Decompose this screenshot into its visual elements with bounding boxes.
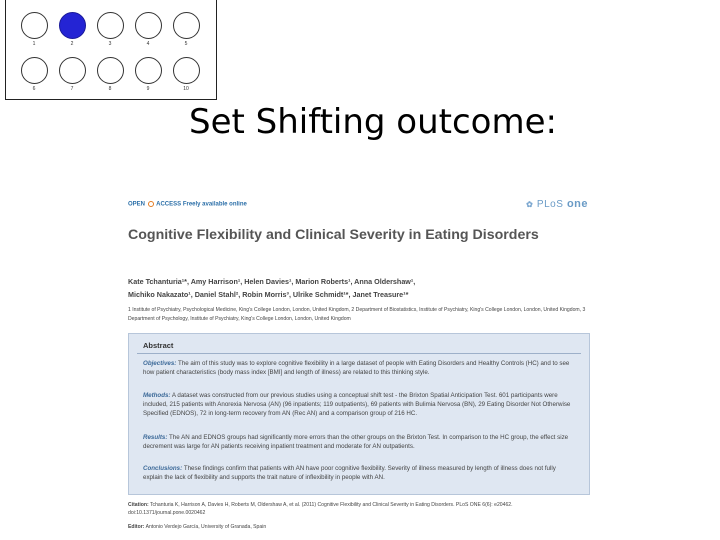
grid-circle-number: 8	[108, 86, 112, 92]
results-label: Results:	[143, 434, 168, 441]
grid-circle-number: 7	[70, 86, 74, 92]
abstract-divider	[137, 353, 581, 354]
grid-circle-number: 5	[184, 41, 188, 47]
citation-label: Citation:	[128, 502, 149, 508]
results-text: The AN and EDNOS groups had significantly more errors than the other groups on the Brixton Test. In comparison to the HC group, the effect size decrement was large for AN patients receiving inpatient treatment and moderate for AN outpatients.	[143, 434, 569, 450]
conclusions-label: Conclusions:	[143, 465, 183, 472]
grid-circle-number: 3	[108, 41, 112, 47]
objectives-text: The aim of this study was to explore cognitive flexibility in a large dataset of people with Eating Disorders and Healthy Controls (HC) and to see how patient characteristics (body mass index [BMI] and length of illness) are related to this thinking style.	[143, 360, 570, 376]
abstract-box	[128, 333, 590, 495]
journal-plos: PLoS	[536, 199, 564, 210]
journal-one: one	[566, 198, 588, 210]
abstract-heading: Abstract	[143, 341, 174, 350]
conclusions-text: These findings confirm that patients with AN have poor cognitive flexibility. Severity of illness measured by length of illness does not fully explain the lack of flexibility and supports the trait nature of inflexibility in people with AN.	[143, 465, 556, 481]
editor-text: Antonio Verdejo García, University of Granada, Spain	[145, 524, 267, 530]
access-label: ACCESS Freely available online	[156, 201, 247, 208]
grid-circle	[135, 57, 162, 84]
affiliations: 1 Institute of Psychiatry, Psychological Medicine, King's College London, London, United Kingdom, 2 Department of Biostatistics, Institute of Psychiatry, King's College London, London, United Kingdom, 3 Department of Psychology, Institute of Psychiatry, King's College London, London, United Kingdom	[128, 307, 586, 322]
grid-circle	[21, 57, 48, 84]
abstract-results	[143, 433, 573, 451]
grid-circle-number: 9	[146, 86, 150, 92]
grid-circle-number: 1	[32, 41, 36, 47]
citation	[128, 501, 590, 517]
grid-circle-number: 6	[32, 86, 36, 92]
methods-text: A dataset was constructed from our previous studies using a conceptual shift test - the Brixton Spatial Anticipation Test. 601 participants were included, 215 patients with Anorexia Nervosa (AN) (96 inpatients; 119 outpatients), 69 patients with Bulimia Nervosa (BN), 29 Eating Disorder Not Otherwise Specified (EDNOS), 72 in long-term recovery from AN (Rec AN) and a comparison group of 216 HC.	[143, 392, 571, 417]
grid-circle-number: 2	[70, 41, 74, 47]
slide-title: Set Shifting outcome:	[189, 102, 557, 142]
editor	[128, 523, 590, 531]
grid-circle-filled	[59, 12, 86, 39]
grid-circle	[173, 12, 200, 39]
paper-screenshot	[128, 195, 590, 538]
authors-line-1: Kate Tchanturia¹*, Amy Harrison¹, Helen Davies¹, Marion Roberts¹, Anna Oldershaw¹,	[128, 277, 416, 286]
grid-circle	[97, 12, 124, 39]
abstract-conclusions	[143, 464, 573, 482]
author-list	[128, 275, 588, 301]
grid-circle	[135, 12, 162, 39]
objectives-label: Objectives:	[143, 360, 177, 367]
open-access-lock-icon	[148, 201, 154, 207]
editor-label: Editor:	[128, 524, 145, 530]
abstract-methods	[143, 391, 573, 418]
abstract-objectives	[143, 359, 573, 377]
methods-label: Methods:	[143, 392, 171, 399]
authors-line-2: Michiko Nakazato¹, Daniel Stahl², Robin Morris³, Ulrike Schmidt¹*, Janet Treasure¹*	[128, 290, 409, 299]
grid-circle	[97, 57, 124, 84]
grid-circle	[173, 57, 200, 84]
plos-bird-icon: ✿	[526, 200, 534, 209]
brixton-grid-image	[5, 0, 217, 100]
grid-circle	[59, 57, 86, 84]
open-access-banner	[128, 201, 247, 208]
citation-text: Tchanturia K, Harrison A, Davies H, Roberts M, Oldershaw A, et al. (2011) Cognitive Flexibility and Clinical Severity in Eating Disorders. PLoS ONE 6(6): e20462. doi:10.1371/journal.pone.0020462	[128, 502, 513, 516]
grid-circle	[21, 12, 48, 39]
paper-title: Cognitive Flexibility and Clinical Severity in Eating Disorders	[128, 227, 539, 243]
grid-circle-number: 4	[146, 41, 150, 47]
grid-circle-number: 10	[183, 86, 189, 92]
open-label: OPEN	[128, 201, 146, 208]
journal-logo	[526, 198, 588, 210]
